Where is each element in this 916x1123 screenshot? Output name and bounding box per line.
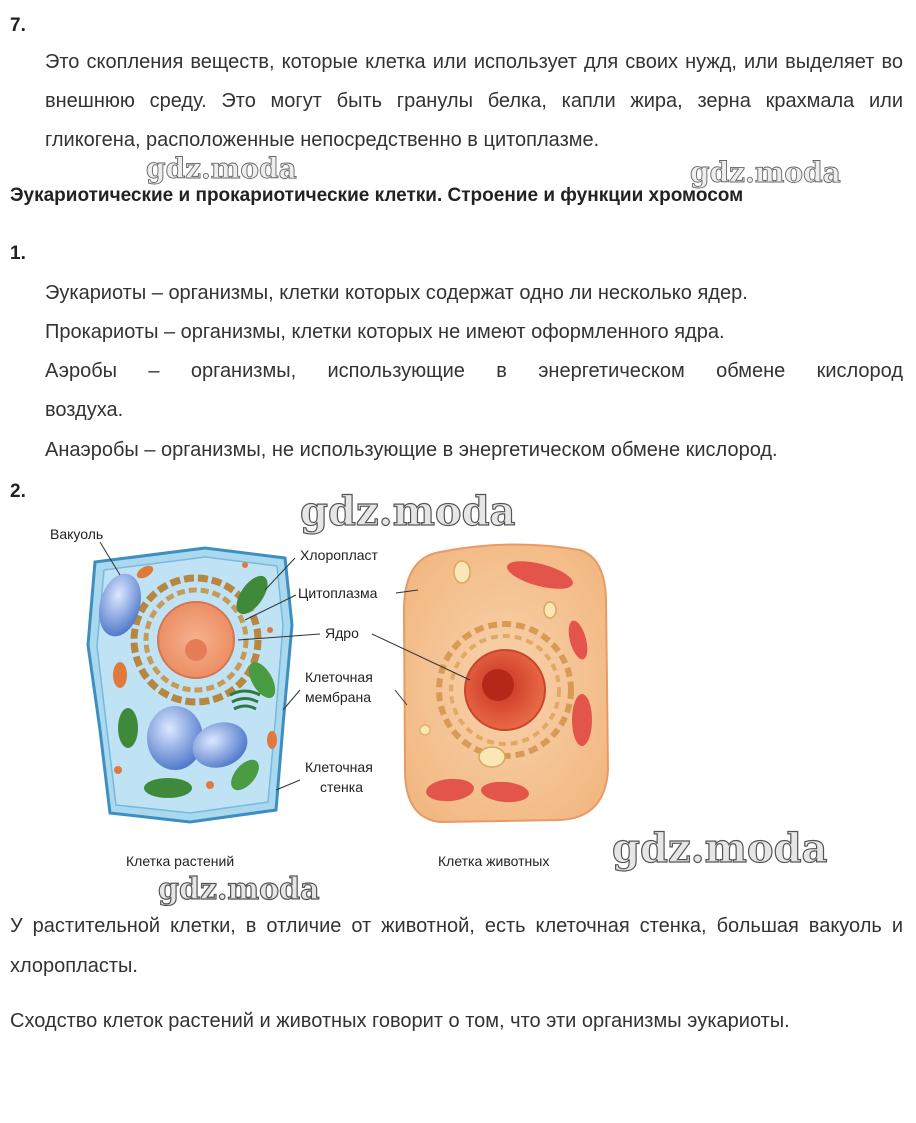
definition-line: Прокариоты – организмы, клетки которых не имеют оформленного ядра. [45, 321, 725, 343]
section-heading: Эукариотические и прокариотические клетки. Строение и функции хромосом [10, 185, 744, 206]
label-vacuole: Вакуоль [50, 526, 104, 542]
definition-line: Анаэробы – организмы, не использующие в энергетическом обмене кислород. [45, 439, 778, 461]
watermark: gdz.moda [612, 825, 828, 872]
watermark: gdz.moda [300, 488, 516, 535]
plant-vacuole [147, 706, 203, 770]
chloroplast [144, 778, 192, 798]
section-7-text: Это скопления веществ, которые клетка или использует для своих нужд, или выделяет во внешнюю среду. Это могут быть гранулы белка, капли жира, зерна крахмала или гликогена, расположенные непосредственно в цитоплазме. [45, 51, 903, 151]
definition-line: Эукариоты – организмы, клетки которых содержат одно ли несколько ядер. [45, 282, 748, 304]
label-cytoplasm: Цитоплазма [298, 585, 378, 601]
watermark: gdz.moda [146, 152, 297, 185]
definition-line: воздуха. [45, 399, 124, 421]
label-wall-line1: Клеточная [305, 759, 373, 775]
label-wall-line2: стенка [320, 779, 363, 795]
label-membrane-line2: мембрана [305, 689, 371, 705]
label-nucleus: Ядро [325, 625, 359, 641]
label-chloroplast: Хлоропласт [300, 547, 378, 563]
section-number-1: 1. [10, 243, 26, 264]
animal-cell-diagram [404, 544, 608, 822]
caption-animal-cell: Клетка животных [438, 853, 550, 869]
chloroplast [118, 708, 138, 748]
mitochondrion [572, 694, 592, 746]
section-number-7: 7. [10, 15, 26, 36]
watermark: gdz.moda [690, 156, 841, 189]
conclusion-paragraph: Сходство клеток растений и животных говорит о том, что эти организмы эукариоты. [10, 1010, 790, 1032]
comparison-paragraph: У растительной клетки, в отличие от животной, есть клеточная стенка, большая вакуоль и хлоропласты. [10, 915, 903, 977]
section-number-2: 2. [10, 481, 26, 502]
plant-cell-diagram [88, 548, 292, 822]
definition-line: Аэробы – организмы, использующие в энергетическом обмене кислород [45, 360, 903, 382]
watermark: gdz.moda [158, 872, 320, 907]
caption-plant-cell: Клетка растений [126, 853, 235, 869]
label-membrane-line1: Клеточная [305, 669, 373, 685]
